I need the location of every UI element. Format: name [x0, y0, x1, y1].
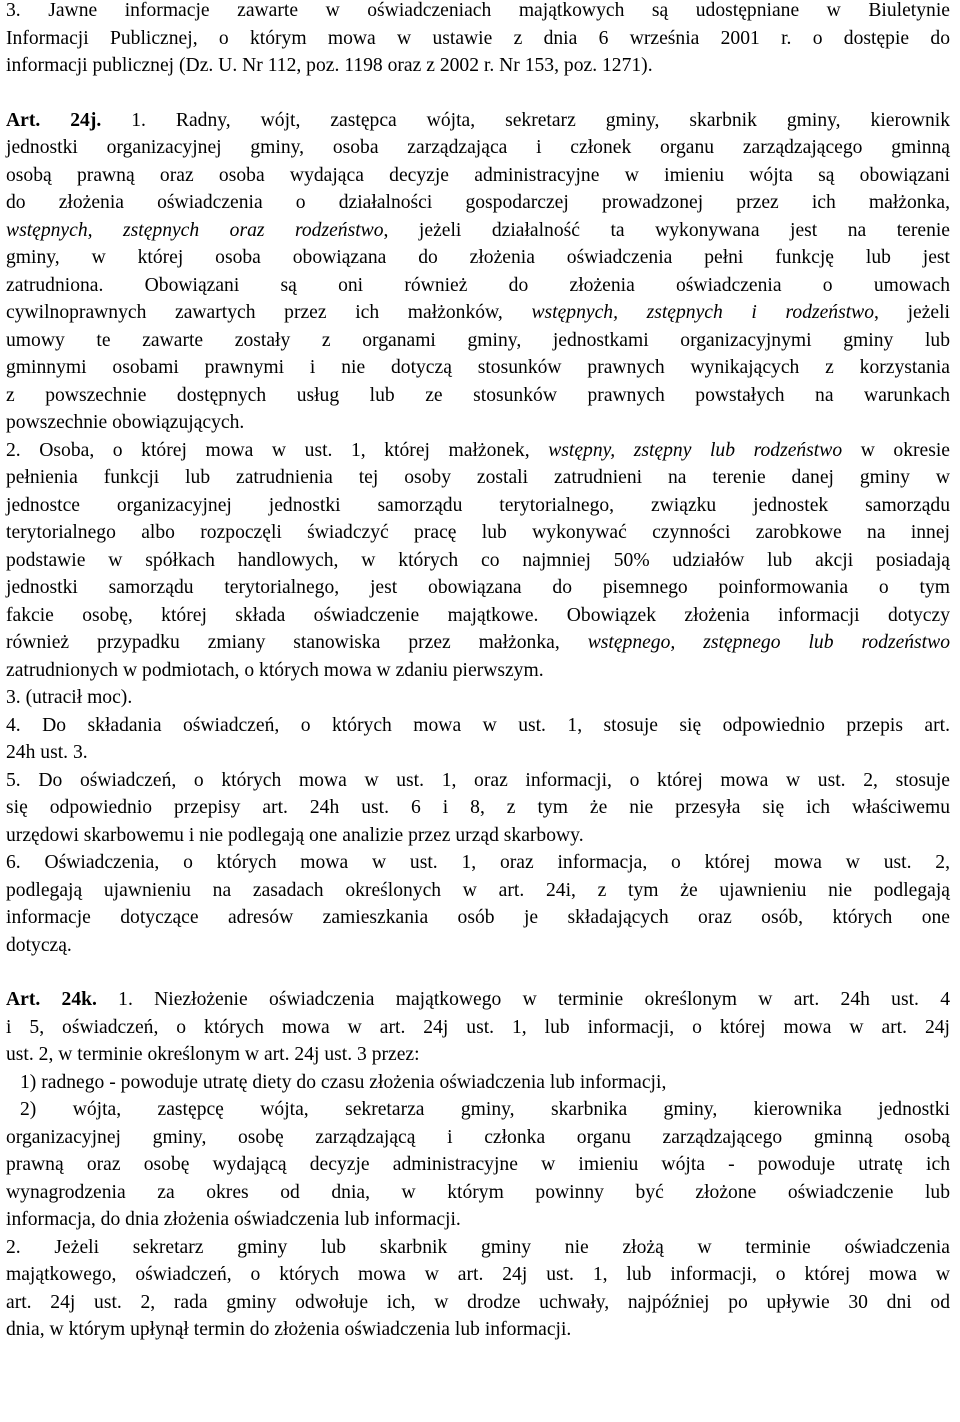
article-24j-paragraph-4: [6, 712, 950, 767]
text-run: , jeżeli działalność ta wykonywana jest na terenie: [383, 219, 951, 241]
text-line: [6, 299, 950, 327]
text-run: również przypadku zmiany stanowiska przez małżonka,: [6, 632, 588, 653]
article-24j-paragraph-1: [6, 107, 950, 437]
text-line: informacja, do dnia złożenia oświadczenia lub informacji.: [6, 1209, 461, 1230]
article-24k-paragraph-2: [6, 1234, 950, 1344]
text-run: 1. Niezłożenie oświadczenia majątkowego w terminie określonym w art. 24h ust. 4: [96, 989, 950, 1010]
italic-run: wstępnego, zstępnego lub rodzeństwo: [587, 632, 950, 653]
text-line: majątkowego, oświadczeń, o których mowa w art. 24j ust. 1, lub informacji, o której mowa w: [6, 1264, 950, 1285]
text-line: gminy, w której osoba obowiązana do złożenia oświadczenia pełni funkcję lub jest: [6, 247, 950, 268]
text-run: 1. Radny, wójt, zastępca wójta, sekretarz gminy, skarbnik gminy, kierownik: [101, 109, 950, 131]
text-line: zatrudniona. Obowiązani są oni również do złożenia oświadczenia o umowach: [6, 274, 950, 296]
paragraph-3-public-info: [6, 0, 950, 80]
article-24j-paragraph-2: [6, 437, 950, 685]
text-line: umowy te zawarte zostały z organami gminy, jednostkami organizacyjnymi gminy lub: [6, 329, 950, 351]
italic-run: wstępny, zstępny lub rodzeństwo: [548, 439, 843, 461]
text-line: [6, 437, 950, 465]
article-24j-heading: Art. 24j.: [6, 109, 102, 131]
text-line: jednostki samorządu terytorialnego, jest obowiązana do pisemnego poinformowania o tym: [6, 577, 950, 598]
text-line: 6. Oświadczenia, o których mowa w ust. 1, oraz informacja, o której mowa w ust. 2,: [6, 852, 950, 873]
text-line: jednostce organizacyjnej jednostki samorządu terytorialnego, związku jednostek samorządu: [6, 494, 950, 516]
text-line: dotyczą.: [6, 934, 72, 956]
text-line: jednostki organizacyjnej gminy, osoba zarządzająca i członek organu zarządzającego gminną: [6, 137, 950, 158]
text-line: informacji publicznej (Dz. U. Nr 112, poz. 1198 oraz z 2002 r. Nr 153, poz. 1271).: [6, 55, 653, 76]
article-24k-paragraph-1: [6, 986, 950, 1234]
article-24j-paragraph-3: [6, 684, 950, 712]
italic-run: wstępnych, zstępnych oraz rodzeństwo: [6, 219, 384, 241]
text-line: pełnienia funkcji lub zatrudnienia tej osoby zostali zatrudnieni na terenie danej gminy w: [6, 467, 950, 488]
text-line: organizacyjnej gminy, osobę zarządzającą i członka organu zarządzającego gminną osobą: [6, 1126, 950, 1148]
spacer: [6, 80, 950, 107]
text-run: cywilnoprawnych zawartych przez ich małżonków,: [6, 302, 532, 323]
text-line: Informacji Publicznej, o którym mowa w ustawie z dnia 6 września 2001 r. o dostępie do: [6, 27, 950, 49]
text-line: i 5, oświadczeń, o których mowa w art. 24j ust. 1, lub informacji, o której mowa w art. 24j: [6, 1016, 950, 1038]
text-line: [6, 107, 950, 135]
spacer: [6, 959, 950, 986]
text-line: osobą prawną oraz osoba wydająca decyzje administracyjne w imieniu wójta są obowiązani: [6, 164, 950, 186]
text-line: się odpowiednio przepisy art. 24h ust. 6 i 8, z tym że nie przesyła się ich właściwemu: [6, 797, 950, 818]
italic-run: wstępnych, zstępnych i rodzeństwo: [531, 302, 875, 323]
text-line: podlegają ujawnieniu na zasadach określonych w art. 24i, z tym że ujawnieniu nie podlegają: [6, 879, 950, 901]
text-line: terytorialnego albo rozpoczęli świadczyć pracę lub wykonywać czynności zarobkowe na innej: [6, 522, 950, 543]
text-line: do złożenia oświadczenia o działalności gospodarczej prowadzonej przez ich małżonka,: [6, 192, 950, 213]
text-line: 24h ust. 3.: [6, 742, 88, 763]
text-line: podstawie w spółkach handlowych, w których co najmniej 50% udziałów lub akcji posiadają: [6, 549, 950, 571]
list-item-1: 1) radnego - powoduje utratę diety do czasu złożenia oświadczenia lub informacji,: [20, 1071, 667, 1093]
text-line: art. 24j ust. 2, rada gminy odwołuje ich, w drodze uchwały, najpóźniej po upływie 30 dni od: [6, 1291, 950, 1313]
text-line: 4. Do składania oświadczeń, o których mowa w ust. 1, stosuje się odpowiednio przepis art.: [6, 714, 950, 736]
text-line: [6, 986, 950, 1014]
text-line: [6, 629, 950, 657]
text-line: powszechnie obowiązujących.: [6, 412, 245, 433]
text-line: [6, 217, 950, 245]
text-line: prawną oraz osobę wydającą decyzje administracyjne w imieniu wójta - powoduje utratę ich: [6, 1154, 950, 1175]
text-line: 3. (utracił moc).: [6, 687, 133, 708]
text-line: urzędowi skarbowemu i nie podlegają one analizie przez urząd skarbowy.: [6, 824, 584, 846]
text-line: fakcie osobę, której składa oświadczenie majątkowe. Obowiązek złożenia informacji dotyczy: [6, 604, 950, 626]
list-item-2: 2) wójta, zastępcę wójta, sekretarza gminy, skarbnika gminy, kierownika jednostki: [20, 1099, 950, 1120]
text-line: 2. Jeżeli sekretarz gminy lub skarbnik gminy nie złożą w terminie oświadczenia: [6, 1236, 950, 1258]
text-line: zatrudnionych w podmiotach, o których mowa w zdaniu pierwszym.: [6, 659, 544, 681]
article-24j-paragraph-6: [6, 849, 950, 959]
text-line: informacje dotyczące adresów zamieszkania osób je składających oraz osób, których one: [6, 907, 950, 928]
text-run: 2. Osoba, o której mowa w ust. 1, której małżonek,: [6, 439, 549, 461]
text-line: ust. 2, w terminie określonym w art. 24j ust. 3 przez:: [6, 1044, 420, 1065]
text-line: 3. Jawne informacje zawarte w oświadczeniach majątkowych są udostępniane w Biuletynie: [6, 0, 950, 21]
text-line: dnia, w którym upłynął termin do złożenia oświadczenia lub informacji.: [6, 1319, 572, 1340]
article-24k-heading: Art. 24k.: [6, 989, 97, 1010]
article-24k: [6, 986, 950, 1344]
text-line: z powszechnie dostępnych usług lub ze stosunków prawnych powstałych na warunkach: [6, 384, 950, 406]
text-line: gminnymi osobami prawnymi i nie dotyczą stosunków prawnych wynikających z korzystania: [6, 357, 950, 378]
article-24j: [6, 107, 950, 960]
text-run: w okresie: [842, 439, 951, 461]
text-run: , jeżeli: [874, 302, 951, 323]
article-24j-paragraph-5: [6, 767, 950, 850]
text-line: wynagrodzenia za okres od dnia, w którym powinny być złożone oświadczenie lub: [6, 1181, 950, 1203]
text-line: 5. Do oświadczeń, o których mowa w ust. 1, oraz informacji, o której mowa w ust. 2, stosuje: [6, 769, 950, 791]
